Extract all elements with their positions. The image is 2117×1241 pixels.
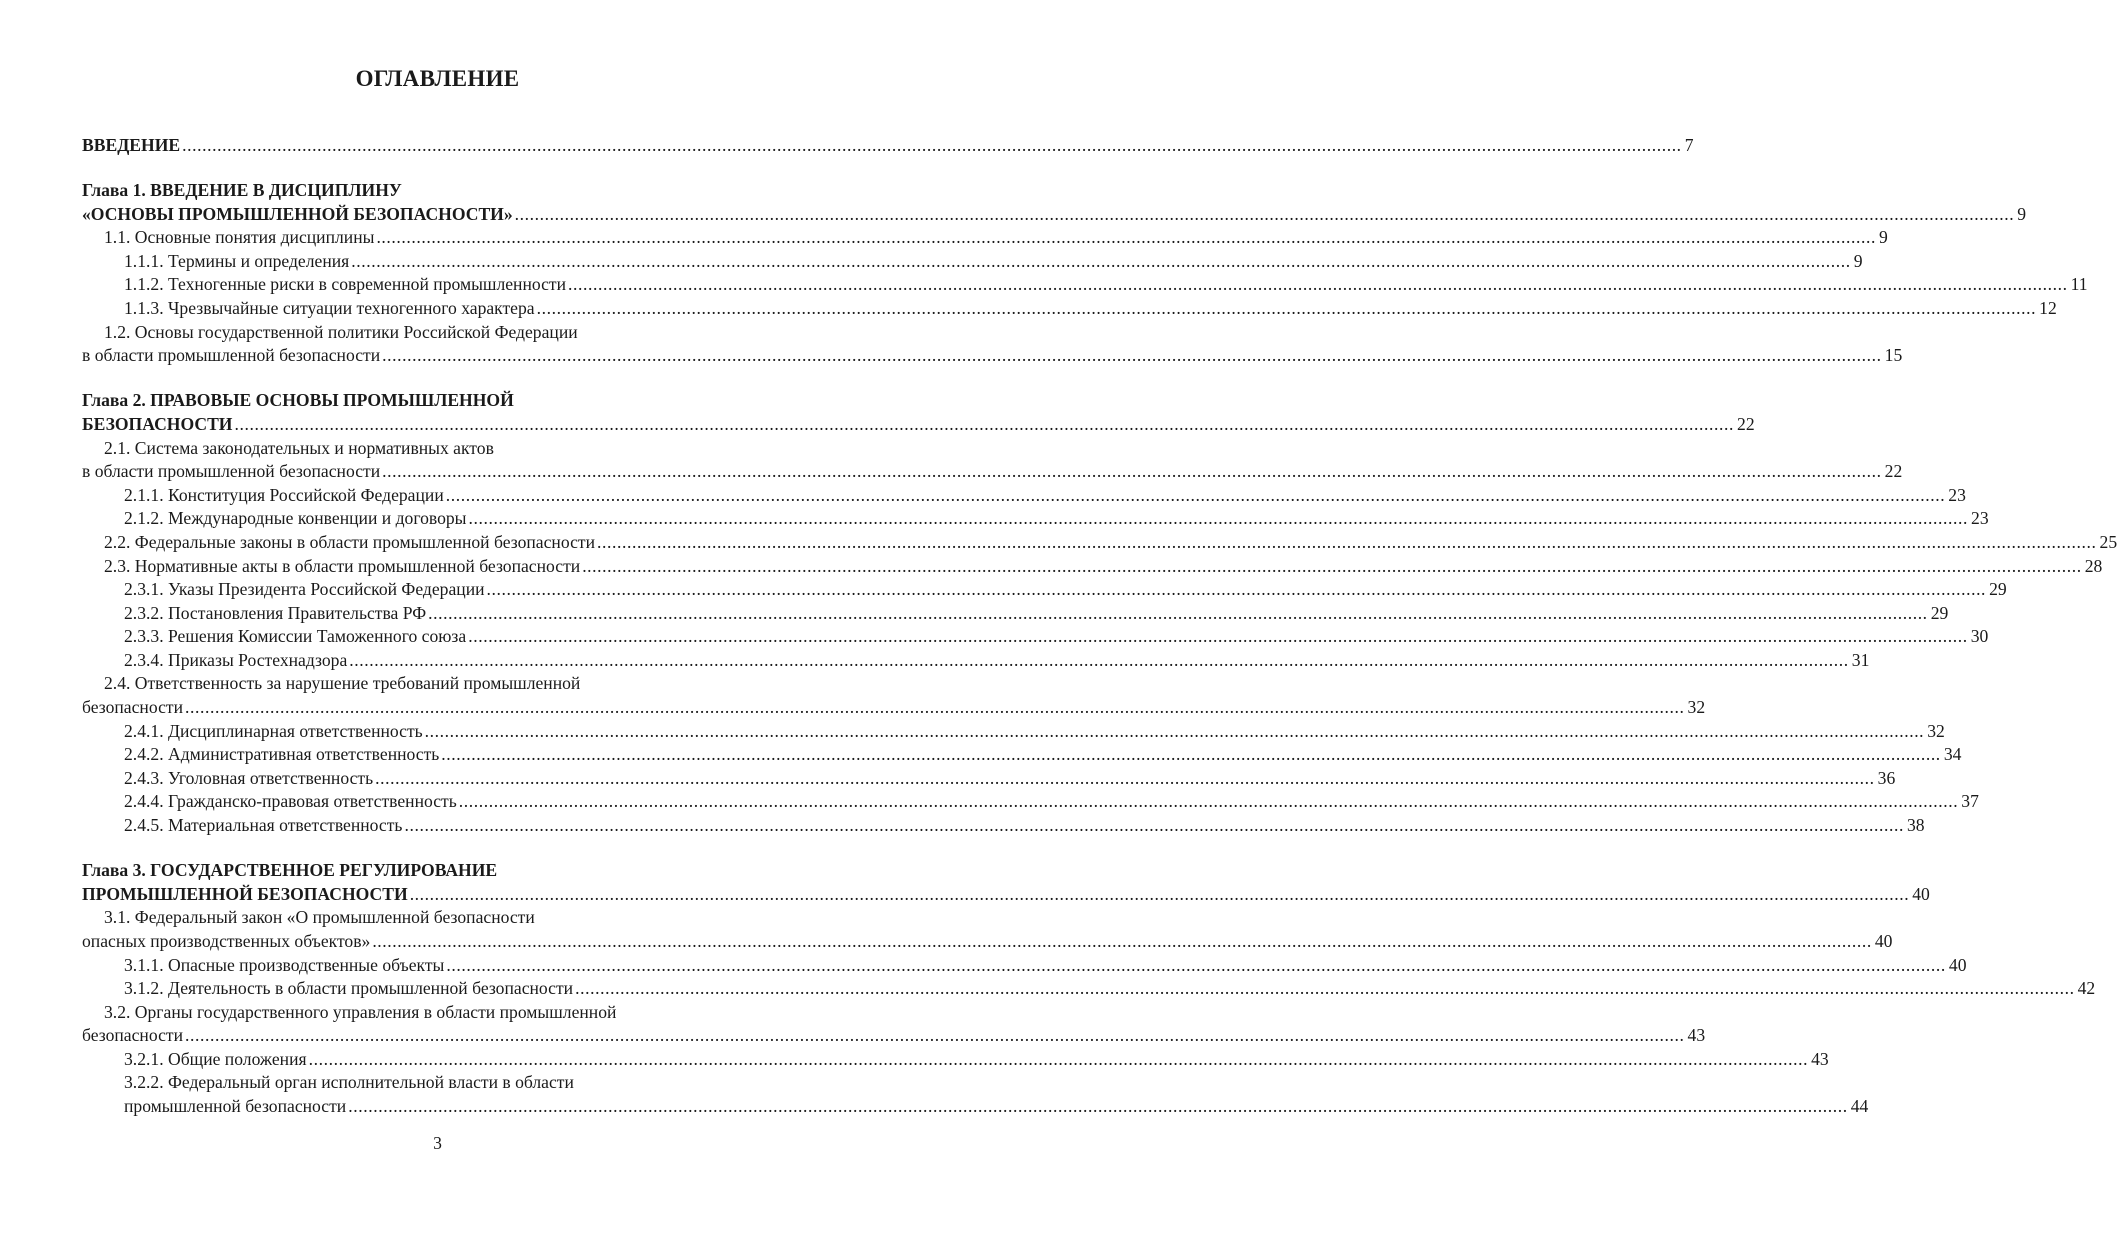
toc-page-number: 42 [2077, 978, 2096, 999]
toc-entry[interactable] [82, 250, 1863, 274]
dot-leader: ............................................................................................................................................................................................................................................................................................................ [382, 461, 1882, 482]
toc-page-number: 9 [1853, 250, 1863, 271]
toc-entry-text: Глава 3. ГОСУДАРСТВЕННОЕ РЕГУЛИРОВАНИЕ [82, 860, 498, 881]
toc-entry[interactable] [82, 767, 1896, 791]
toc-page-number: 12 [2039, 298, 2057, 319]
toc-entry-text: 1.2. Основы государственной политики Российской Федерации [104, 321, 578, 342]
toc-section [82, 134, 1694, 158]
toc-entry[interactable] [82, 672, 1706, 719]
toc-entry-text: 2.3.1. Указы Президента Российской Федерации [124, 579, 485, 600]
toc-section [82, 859, 2096, 1119]
page-number: 3 [433, 1133, 442, 1153]
toc-entry-text: 3.2.1. Общие положения [124, 1048, 307, 1069]
dot-leader: ............................................................................................................................................................................................................................................................................................................ [575, 978, 2075, 999]
toc-entry-text: 2.1.1. Конституция Российской Федерации [124, 484, 444, 505]
toc-entry-text: 2.4.3. Уголовная ответственность [124, 767, 374, 788]
dot-leader: ............................................................................................................................................................................................................................................................................................................ [596, 531, 2097, 552]
toc-entry-text: 3.2. Органы государственного управления в области промышленной [104, 1001, 617, 1022]
toc-page-number: 11 [2070, 274, 2088, 295]
toc-page-number: 43 [1687, 1025, 1706, 1046]
toc-entry[interactable] [82, 179, 2026, 226]
dot-leader: ............................................................................................................................................................................................................................................................................................................ [568, 274, 2068, 295]
toc-page-number: 15 [1884, 345, 1903, 366]
toc-entry[interactable] [82, 531, 2117, 555]
toc-entry[interactable] [82, 437, 1903, 484]
toc-entry-text: 2.4.1. Дисциплинарная ответственность [124, 720, 423, 741]
toc-page-number: 38 [1906, 815, 1925, 836]
toc-entry-text: 1.1.2. Техногенные риски в современной промышленности [124, 274, 567, 295]
table-of-contents [82, 134, 2117, 1140]
toc-entry-text: 2.1. Система законодательных и нормативных актов [104, 437, 494, 458]
toc-entry[interactable] [82, 859, 1930, 906]
toc-entry[interactable] [82, 954, 1967, 978]
toc-page-number: 29 [1930, 602, 1949, 623]
toc-entry-text: в области промышленной безопасности [82, 461, 381, 482]
toc-page-number: 40 [1874, 930, 1893, 951]
dot-leader: ............................................................................................................................................................................................................................................................................................................ [382, 345, 1882, 366]
toc-page-number: 32 [1927, 720, 1945, 741]
dot-leader: ............................................................................................................................................................................................................................................................................................................ [446, 954, 1946, 975]
toc-entry[interactable] [82, 1048, 1829, 1072]
toc-entry[interactable] [82, 977, 2096, 1001]
toc-entry-text: 2.4.5. Материальная ответственность [124, 815, 403, 836]
toc-page-number: 43 [1811, 1048, 1829, 1069]
toc-page-number: 9 [2017, 203, 2026, 224]
toc-page-number: 22 [1884, 461, 1903, 482]
dot-leader: ............................................................................................................................................................................................................................................................................................................ [184, 697, 1685, 718]
dot-leader: ............................................................................................................................................................................................................................................................................................................ [514, 203, 2015, 224]
dot-leader: ............................................................................................................................................................................................................................................................................................................ [441, 744, 1941, 765]
toc-entry[interactable] [82, 790, 1979, 814]
toc-page-number: 40 [1948, 954, 1967, 975]
dot-leader: ............................................................................................................................................................................................................................................................................................................ [536, 298, 2037, 319]
toc-entry[interactable] [82, 743, 1962, 767]
toc-entry[interactable] [82, 273, 2088, 297]
toc-entry[interactable] [82, 389, 1755, 436]
dot-leader: ............................................................................................................................................................................................................................................................................................................ [376, 227, 1876, 248]
toc-entry-text: 3.1. Федеральный закон «О промышленной безопасности [104, 907, 535, 928]
toc-entry[interactable] [82, 321, 1903, 368]
dot-leader: ............................................................................................................................................................................................................................................................................................................ [409, 883, 1910, 904]
toc-entry[interactable] [82, 226, 1888, 250]
dot-leader: ............................................................................................................................................................................................................................................................................................................ [375, 767, 1875, 788]
dot-leader: ............................................................................................................................................................................................................................................................................................................ [486, 579, 1987, 600]
toc-entry[interactable] [82, 602, 1949, 626]
toc-entry-text: безопасности [82, 1025, 183, 1046]
dot-leader: ............................................................................................................................................................................................................................................................................................................ [424, 720, 1925, 741]
toc-entry-text: 2.2. Федеральные законы в области промышленной безопасности [104, 531, 595, 552]
dot-leader: ............................................................................................................................................................................................................................................................................................................ [308, 1048, 1809, 1069]
toc-entry-text: Глава 1. ВВЕДЕНИЕ В ДИСЦИПЛИНУ [82, 180, 402, 201]
toc-entry-text: 3.1.1. Опасные производственные объекты [124, 954, 445, 975]
toc-entry[interactable] [82, 555, 2103, 579]
toc-page-number: 25 [2099, 531, 2117, 552]
toc-entry-text: 2.4.4. Гражданско-правовая ответственность [124, 791, 457, 812]
dot-leader: ............................................................................................................................................................................................................................................................................................................ [468, 626, 1968, 647]
dot-leader: ............................................................................................................................................................................................................................................................................................................ [234, 413, 1735, 434]
toc-entry-text: опасных производственных объектов» [82, 930, 371, 951]
toc-entry[interactable] [82, 906, 1893, 953]
page-title: ОГЛАВЛЕНИЕ [355, 66, 520, 91]
toc-page-number: 7 [1684, 135, 1694, 155]
dot-leader: ............................................................................................................................................................................................................................................................................................................ [404, 815, 1904, 836]
toc-page-number: 30 [1970, 626, 1989, 647]
dot-leader: ............................................................................................................................................................................................................................................................................................................ [372, 930, 1872, 951]
toc-page-number: 23 [1971, 508, 1989, 529]
dot-leader: ............................................................................................................................................................................................................................................................................................................ [348, 1096, 1848, 1117]
toc-entry[interactable] [82, 1071, 1869, 1118]
toc-page-number: 22 [1737, 413, 1755, 434]
dot-leader: ............................................................................................................................................................................................................................................................................................................ [184, 1025, 1685, 1046]
toc-page-number: 29 [1989, 579, 2007, 600]
toc-entry-text: 1.1.3. Чрезвычайные ситуации техногенного характера [124, 298, 535, 319]
dot-leader: ............................................................................................................................................................................................................................................................................................................ [445, 484, 1946, 505]
toc-page-number: 40 [1912, 883, 1930, 904]
toc-entry-text: 2.4.2. Административная ответственность [124, 744, 440, 765]
toc-page-number: 9 [1878, 227, 1888, 248]
toc-entry-text: «ОСНОВЫ ПРОМЫШЛЕННОЙ БЕЗОПАСНОСТИ» [82, 203, 513, 224]
toc-entry-text: ПРОМЫШЛЕННОЙ БЕЗОПАСНОСТИ [82, 883, 408, 904]
toc-entry-text: 1.1.1. Термины и определения [124, 250, 350, 271]
toc-page-number: 37 [1961, 791, 1979, 812]
toc-entry-text: 3.1.2. Деятельность в области промышленной безопасности [124, 978, 574, 999]
toc-page-number: 23 [1948, 484, 1966, 505]
toc-entry-text: в области промышленной безопасности [82, 345, 381, 366]
toc-entry[interactable] [82, 720, 1945, 744]
toc-page-number: 44 [1850, 1096, 1869, 1117]
toc-entry[interactable] [82, 507, 1989, 531]
toc-entry-text: 2.3. Нормативные акты в области промышленной безопасности [104, 555, 581, 576]
toc-entry-text: безопасности [82, 697, 183, 718]
toc-entry-text: 2.3.2. Постановления Правительства РФ [124, 602, 427, 623]
toc-entry[interactable] [82, 814, 1925, 838]
toc-page-number: 36 [1877, 767, 1896, 788]
toc-page-number: 32 [1687, 697, 1706, 718]
toc-entry[interactable] [82, 649, 1870, 673]
toc-entry[interactable] [82, 625, 1989, 649]
toc-entry-text: ВВЕДЕНИЕ [82, 135, 181, 155]
dot-leader: ............................................................................................................................................................................................................................................................................................................ [349, 649, 1849, 670]
dot-leader: ............................................................................................................................................................................................................................................................................................................ [458, 791, 1959, 812]
toc-section [82, 179, 2088, 368]
toc-entry-text: 2.4. Ответственность за нарушение требований промышленной [104, 673, 581, 694]
dot-leader: ............................................................................................................................................................................................................................................................................................................ [428, 602, 1928, 623]
toc-entry-text: 2.3.4. Приказы Ростехнадзора [124, 649, 348, 670]
toc-entry-text: 2.1.2. Международные конвенции и договоры [124, 508, 467, 529]
toc-page-number: 34 [1943, 744, 1962, 765]
toc-section [82, 389, 2117, 837]
toc-entry[interactable] [82, 1001, 1706, 1048]
toc-entry[interactable] [82, 578, 2007, 602]
toc-entry-text: промышленной безопасности [124, 1096, 347, 1117]
toc-entry-text: БЕЗОПАСНОСТИ [82, 413, 233, 434]
toc-entry-text: Глава 2. ПРАВОВЫЕ ОСНОВЫ ПРОМЫШЛЕННОЙ [82, 390, 514, 411]
toc-entry[interactable] [82, 297, 2057, 321]
toc-entry-text: 3.2.2. Федеральный орган исполнительной власти в области [124, 1072, 574, 1093]
toc-entry[interactable] [82, 484, 1966, 508]
toc-entry-text: 2.3.3. Решения Комиссии Таможенного союза [124, 626, 467, 647]
toc-entry-text: 1.1. Основные понятия дисциплины [104, 227, 375, 248]
toc-page-number: 28 [2084, 555, 2103, 576]
toc-entry[interactable] [82, 134, 1694, 158]
dot-leader: ............................................................................................................................................................................................................................................................................................................ [351, 250, 1851, 271]
toc-page-number: 31 [1851, 649, 1870, 670]
dot-leader: ............................................................................................................................................................................................................................................................................................................ [468, 508, 1969, 529]
dot-leader: ............................................................................................................................................................................................................................................................................................................ [582, 555, 2082, 576]
dot-leader: ............................................................................................................................................................................................................................................................................................................ [182, 135, 1682, 155]
